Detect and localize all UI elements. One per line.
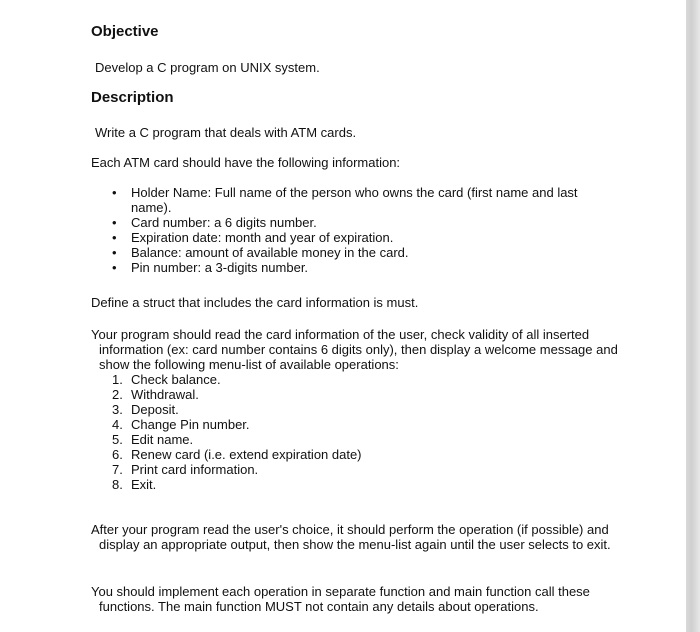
list-number: 1. bbox=[112, 372, 123, 387]
description-heading: Description bbox=[91, 89, 174, 106]
list-item bbox=[112, 372, 362, 387]
list-label: Exit. bbox=[131, 477, 157, 492]
list-number: 7. bbox=[112, 462, 123, 477]
program-note: Your program should read the card information of the user, check validity of all inserted information (ex: card number contains 6 digits only), then display a welcome message and show the following menu-list of available operations: bbox=[91, 327, 618, 372]
list-item: • Card number: a 6 digits number. bbox=[112, 215, 582, 230]
list-item bbox=[112, 477, 362, 492]
list-number: 8. bbox=[112, 477, 123, 492]
list-item bbox=[112, 387, 362, 402]
list-item bbox=[112, 432, 362, 447]
card-info-list bbox=[112, 185, 582, 275]
objective-text: Develop a C program on UNIX system. bbox=[95, 60, 320, 75]
operations-menu-list bbox=[112, 372, 362, 492]
list-label: Deposit. bbox=[131, 402, 179, 417]
list-number: 2. bbox=[112, 387, 123, 402]
list-item bbox=[112, 447, 362, 462]
list-item bbox=[112, 462, 362, 477]
list-item: • Holder Name: Full name of the person who owns the card (first name and last name). bbox=[112, 185, 582, 215]
description-intro: Write a C program that deals with ATM cards. bbox=[95, 125, 357, 140]
list-item: • Balance: amount of available money in the card. bbox=[112, 245, 582, 260]
list-label: Print card information. bbox=[131, 462, 259, 477]
list-item bbox=[112, 417, 362, 432]
info-intro: Each ATM card should have the following information: bbox=[91, 155, 401, 170]
choice-note: After your program read the user's choice, it should perform the operation (if possible) and display an appropriate output, then show the menu-list again until the user selects to exit. bbox=[91, 522, 611, 552]
list-label: Check balance. bbox=[131, 372, 221, 387]
list-number: 5. bbox=[112, 432, 123, 447]
list-label: Renew card (i.e. extend expiration date) bbox=[131, 447, 362, 462]
list-item bbox=[112, 402, 362, 417]
function-note: You should implement each operation in separate function and main function call these functions. The main function MUST not contain any details about operations. bbox=[91, 584, 590, 614]
list-item: • Expiration date: month and year of expiration. bbox=[112, 230, 582, 245]
list-label: Edit name. bbox=[131, 432, 194, 447]
list-label: Withdrawal. bbox=[131, 387, 199, 402]
list-label: Change Pin number. bbox=[131, 417, 250, 432]
list-number: 6. bbox=[112, 447, 123, 462]
list-item: • Pin number: a 3-digits number. bbox=[112, 260, 582, 275]
page-edge-divider bbox=[686, 0, 700, 632]
struct-note: Define a struct that includes the card information is must. bbox=[91, 295, 419, 310]
objective-heading: Objective bbox=[91, 23, 159, 40]
list-number: 4. bbox=[112, 417, 123, 432]
list-number: 3. bbox=[112, 402, 123, 417]
